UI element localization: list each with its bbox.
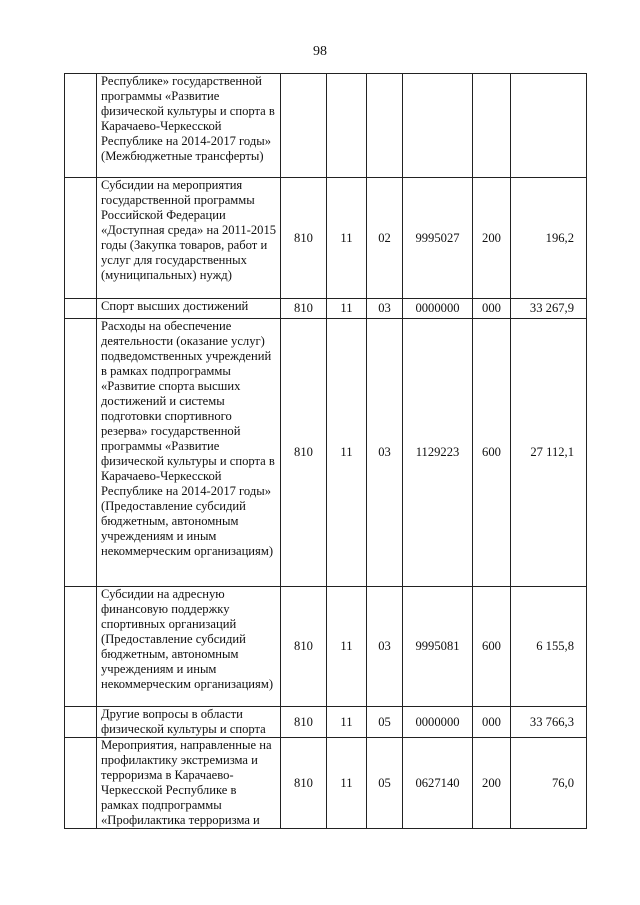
expense-type-cell: 000 — [473, 707, 511, 738]
description-cell: Субсидии на адресную финансовую поддержку спортивных организаций (Предоставление субсидий бюджетным, автономным учреждениям и иным некоммерческим организациям) — [97, 587, 281, 707]
budget-table — [64, 73, 587, 829]
subsection-code-cell: 05 — [367, 707, 403, 738]
expense-type-cell — [473, 74, 511, 178]
row-number-cell — [65, 738, 97, 829]
target-code-cell: 0000000 — [403, 707, 473, 738]
section-code-cell — [327, 74, 367, 178]
subsection-code-cell: 03 — [367, 587, 403, 707]
amount-cell — [511, 74, 587, 178]
expense-type-cell: 600 — [473, 587, 511, 707]
page-number: 98 — [313, 44, 327, 59]
subsection-code-cell: 03 — [367, 299, 403, 319]
row-number-cell — [65, 707, 97, 738]
ministry-code-cell: 810 — [281, 707, 327, 738]
row-number-cell — [65, 319, 97, 587]
section-code-cell: 11 — [327, 299, 367, 319]
subsection-code-cell — [367, 74, 403, 178]
expense-type-cell: 000 — [473, 299, 511, 319]
amount-cell: 27 112,1 — [511, 319, 587, 587]
target-code-cell — [403, 74, 473, 178]
row-number-cell — [65, 587, 97, 707]
table-row — [65, 587, 587, 707]
target-code-cell: 0627140 — [403, 738, 473, 829]
amount-cell: 6 155,8 — [511, 587, 587, 707]
expense-type-cell: 200 — [473, 178, 511, 299]
table-row — [65, 319, 587, 587]
description-cell: Расходы на обеспечение деятельности (оказание услуг) подведомственных учреждений в рамках подпрограммы «Развитие спорта высших достижений и системы подготовки спортивного резерва» государственной программы «Развитие физической культуры и спорта в Карачаево-Черкесской Республике на 2014-2017 годы» (Предоставление субсидий бюджетным, автономным учреждениям и иным некоммерческим организациям) — [97, 319, 281, 587]
expense-type-cell: 200 — [473, 738, 511, 829]
table-row — [65, 178, 587, 299]
ministry-code-cell: 810 — [281, 587, 327, 707]
table-row — [65, 74, 587, 178]
subsection-code-cell: 05 — [367, 738, 403, 829]
ministry-code-cell: 810 — [281, 319, 327, 587]
target-code-cell: 9995027 — [403, 178, 473, 299]
table-row — [65, 738, 587, 829]
section-code-cell: 11 — [327, 178, 367, 299]
ministry-code-cell: 810 — [281, 738, 327, 829]
ministry-code-cell: 810 — [281, 178, 327, 299]
section-code-cell: 11 — [327, 319, 367, 587]
table-row — [65, 299, 587, 319]
description-cell: Спорт высших достижений — [97, 299, 281, 319]
target-code-cell: 0000000 — [403, 299, 473, 319]
section-code-cell: 11 — [327, 738, 367, 829]
section-code-cell: 11 — [327, 707, 367, 738]
section-code-cell: 11 — [327, 587, 367, 707]
amount-cell: 33 766,3 — [511, 707, 587, 738]
table-row — [65, 707, 587, 738]
amount-cell: 33 267,9 — [511, 299, 587, 319]
row-number-cell — [65, 299, 97, 319]
description-cell: Другие вопросы в области физической культуры и спорта — [97, 707, 281, 738]
subsection-code-cell: 02 — [367, 178, 403, 299]
row-number-cell — [65, 178, 97, 299]
expense-type-cell: 600 — [473, 319, 511, 587]
subsection-code-cell: 03 — [367, 319, 403, 587]
target-code-cell: 1129223 — [403, 319, 473, 587]
amount-cell: 76,0 — [511, 738, 587, 829]
description-cell: Республике» государственной программы «Развитие физической культуры и спорта в Карачаево-Черкесской Республике на 2014-2017 годы» (Межбюджетные трансферты) — [97, 74, 281, 178]
description-cell: Субсидии на мероприятия государственной программы Российской Федерации «Доступная среда» на 2011-2015 годы (Закупка товаров, работ и услуг для государственных (муниципальных) нужд) — [97, 178, 281, 299]
ministry-code-cell — [281, 74, 327, 178]
target-code-cell: 9995081 — [403, 587, 473, 707]
row-number-cell — [65, 74, 97, 178]
amount-cell: 196,2 — [511, 178, 587, 299]
ministry-code-cell: 810 — [281, 299, 327, 319]
description-cell: Мероприятия, направленные на профилактику экстремизма и терроризма в Карачаево-Черкесской Республике в рамках подпрограммы «Профилактика терроризма и — [97, 738, 281, 829]
